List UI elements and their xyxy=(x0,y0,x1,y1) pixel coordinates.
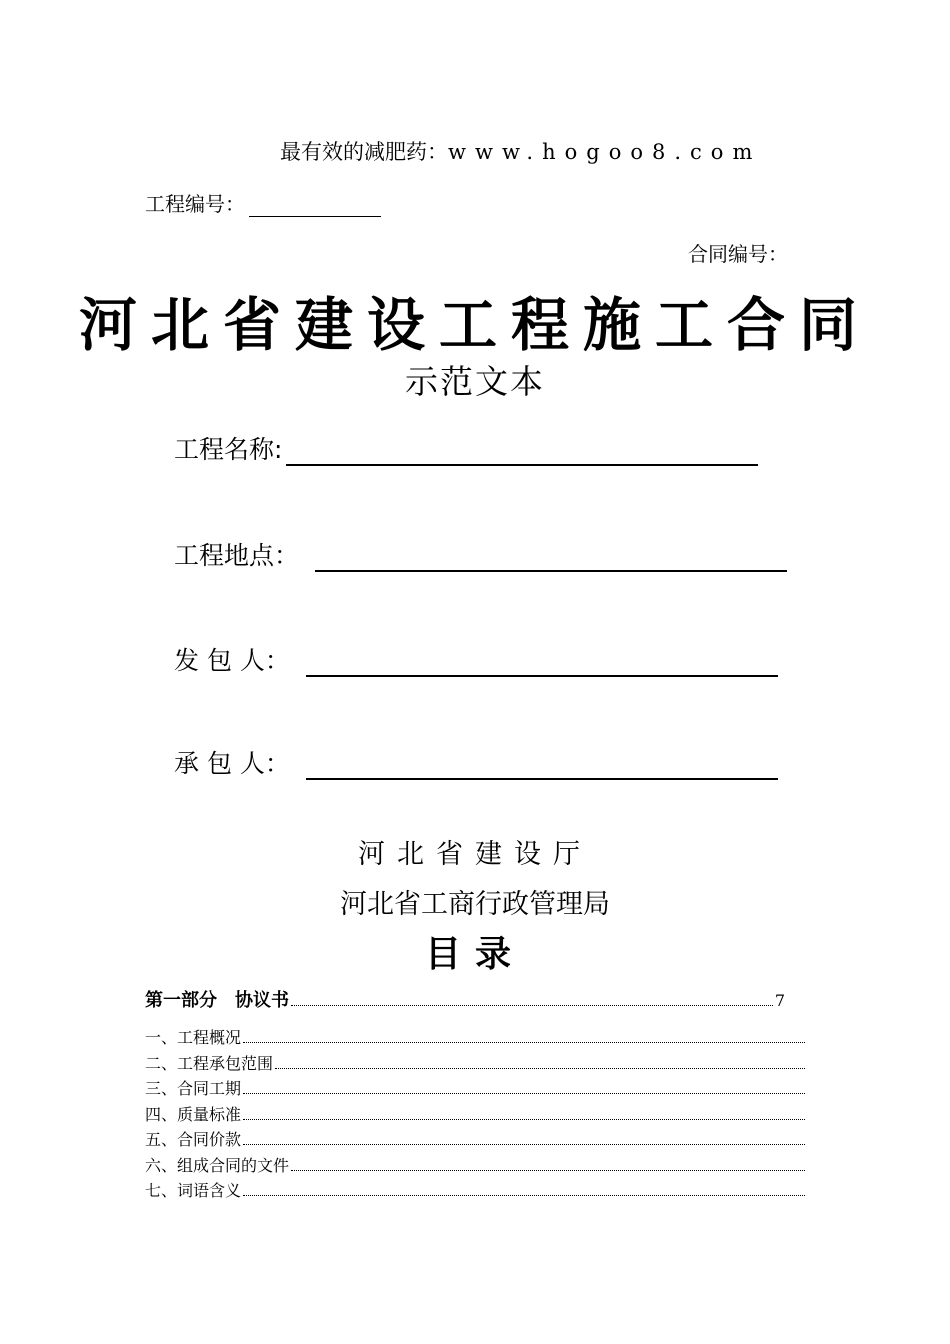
toc-leader-dots xyxy=(243,1042,805,1043)
toc-item[interactable] xyxy=(145,1076,805,1102)
toc-item[interactable] xyxy=(145,1153,805,1179)
toc-leader-dots xyxy=(243,1144,805,1145)
project-name-blank[interactable] xyxy=(286,436,758,466)
toc-leader-dots xyxy=(243,1119,805,1120)
employer-blank[interactable] xyxy=(306,647,778,677)
toc-item-label: 四、质量标准 xyxy=(145,1104,242,1124)
toc-item-label: 六、组成合同的文件 xyxy=(145,1155,290,1175)
project-number-label: 工程编号： xyxy=(145,192,245,216)
project-location-label: 工程地点： xyxy=(174,541,300,570)
header-line xyxy=(280,136,761,166)
toc-title: 目录 xyxy=(424,934,525,975)
issuer-construction-dept: 河北省建设厅 xyxy=(358,839,592,870)
project-name-field xyxy=(174,430,758,466)
header-prefix: 最有效的减肥药： xyxy=(280,140,448,164)
contractor-label: 承 包 人： xyxy=(174,749,290,778)
toc-part-label: 第一部分 协议书 xyxy=(145,990,289,1011)
toc-part-page: 7 xyxy=(774,991,785,1010)
contract-number-label: 合同编号： xyxy=(688,242,788,266)
toc-leader-dots xyxy=(243,1195,805,1196)
toc-item-label: 三、合同工期 xyxy=(145,1079,242,1098)
issuer-commerce-bureau: 河北省工商行政管理局 xyxy=(340,889,610,920)
toc-part-entry[interactable] xyxy=(145,986,785,1012)
toc-item[interactable] xyxy=(145,1025,805,1051)
document-title: 河北省建设工程施工合同 xyxy=(78,291,871,359)
contractor-field xyxy=(174,744,778,780)
project-location-field xyxy=(174,536,787,572)
contractor-blank[interactable] xyxy=(306,750,778,780)
employer-label: 发 包 人： xyxy=(174,646,290,675)
project-number-blank[interactable] xyxy=(249,194,381,217)
toc-item[interactable] xyxy=(145,1102,805,1128)
toc-item-label: 七、词语含义 xyxy=(145,1181,242,1200)
toc-item-label: 二、工程承包范围 xyxy=(145,1053,274,1073)
toc-item[interactable] xyxy=(145,1051,805,1077)
toc-item-label: 一、工程概况 xyxy=(145,1028,242,1047)
toc-leader-dots xyxy=(243,1093,805,1094)
toc-item-label: 五、合同价款 xyxy=(145,1130,242,1149)
project-location-blank[interactable] xyxy=(315,542,787,572)
toc-leader-dots xyxy=(291,1170,805,1171)
employer-field xyxy=(174,641,778,677)
document-subtitle: 示范文本 xyxy=(405,362,545,401)
project-number xyxy=(145,188,381,217)
toc-item[interactable] xyxy=(145,1127,805,1153)
header-url[interactable]: www.hogoo8.com xyxy=(448,140,762,164)
toc-list xyxy=(145,1025,805,1204)
toc-leader-dots xyxy=(275,1068,805,1069)
toc-item[interactable] xyxy=(145,1178,805,1204)
project-name-label: 工程名称: xyxy=(174,435,283,464)
toc-leader-dots xyxy=(291,1005,773,1006)
